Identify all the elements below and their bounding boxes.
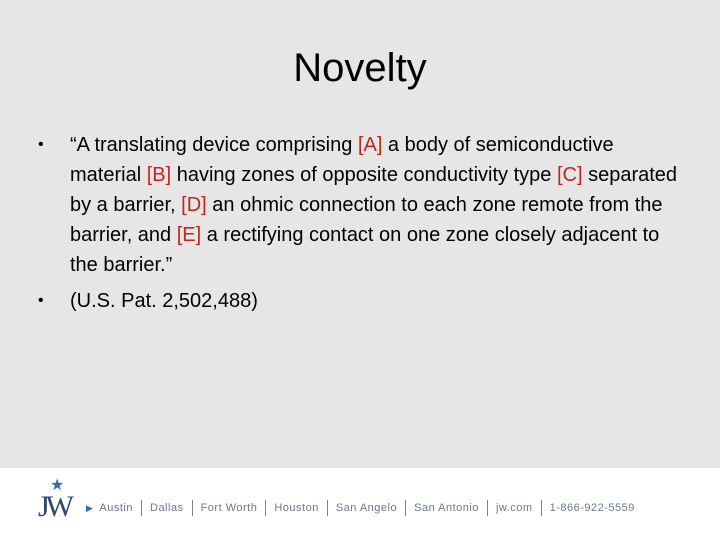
element-reference: [B] <box>146 164 172 186</box>
location-link[interactable]: San Angelo <box>335 502 398 514</box>
location-link[interactable]: Dallas <box>150 502 184 514</box>
location-link[interactable]: Fort Worth <box>200 502 258 514</box>
element-reference: [C] <box>556 164 583 186</box>
divider <box>405 500 406 516</box>
bullet-text: (U.S. Pat. 2,502,488) <box>70 290 258 312</box>
logo-text: JW <box>38 490 70 523</box>
element-reference: [E] <box>176 224 202 246</box>
bullet-text: separated by a barrier, <box>70 164 678 216</box>
divider <box>327 500 328 516</box>
phone-number[interactable]: 1-866-922-5559 <box>549 502 635 514</box>
bullet-text: an ohmic connection to each zone remote from the barrier, and <box>70 194 663 246</box>
bullet-item <box>38 286 688 316</box>
bullet-marker: • <box>38 292 44 309</box>
triangle-right-icon: ▶ <box>86 502 94 513</box>
footer-nav <box>86 497 635 519</box>
bullet-list <box>38 130 688 316</box>
divider <box>265 500 266 516</box>
element-reference: [A] <box>357 134 383 156</box>
jw-logo <box>38 478 78 524</box>
divider <box>487 500 488 516</box>
divider <box>192 500 193 516</box>
bullet-text: “A translating device comprising <box>70 134 358 156</box>
divider <box>541 500 542 516</box>
divider <box>141 500 142 516</box>
location-link[interactable]: Austin <box>99 502 133 514</box>
bullet-text: having zones of opposite conductivity type <box>171 164 557 186</box>
location-link[interactable]: Houston <box>274 502 319 514</box>
slide-title: Novelty <box>293 46 427 90</box>
website-link[interactable]: jw.com <box>495 502 533 514</box>
location-link[interactable]: San Antonio <box>414 502 479 514</box>
star-icon: ★ <box>50 477 65 494</box>
bullet-text: a rectifying contact on one zone closely adjacent to the barrier.” <box>70 224 660 276</box>
element-reference: [D] <box>181 194 207 216</box>
bullet-text: a body of semiconductive material <box>70 134 614 186</box>
bullet-marker: • <box>38 136 44 153</box>
bullet-item <box>38 130 688 280</box>
